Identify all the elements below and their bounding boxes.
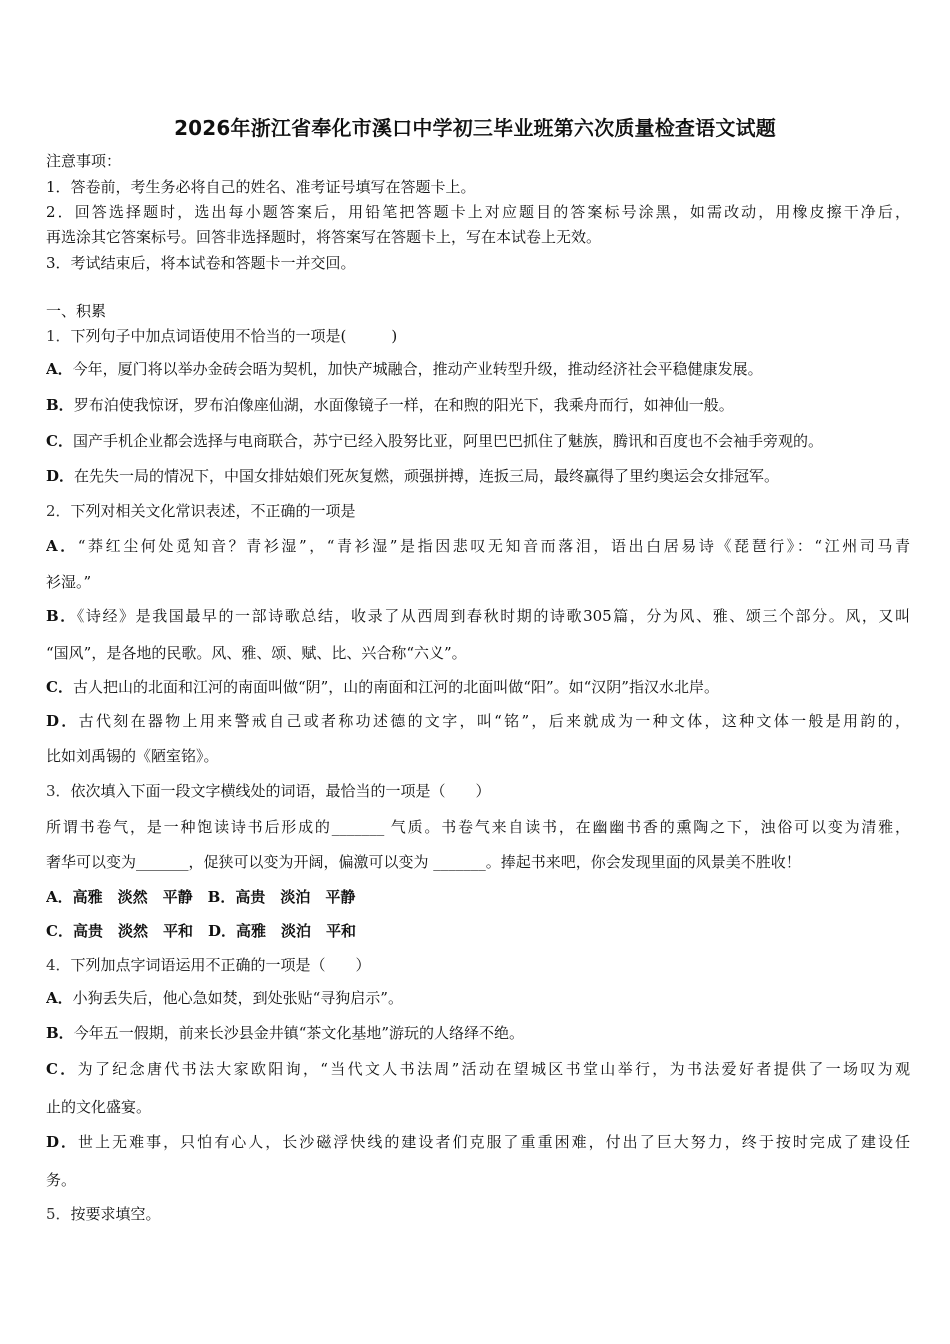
q1-option-d (46, 466, 910, 486)
option-text: 今年，厦门将以举办金砖会晤为契机，加快产城融合，推动产业转型升级，推动经济社会平稳健康发展。 (72, 360, 763, 378)
question-2 (46, 501, 910, 521)
question-stem: 依次填入下面一段文字横线处的词语，最恰当的一项是（ ） (70, 782, 491, 800)
option-text: 《诗经》是我国最早的一部诗歌总结，收录了从西周到春秋时期的诗歌305篇，分为风、雅、颂三个部分。风，又叫 (76, 607, 910, 625)
q2-option-a (46, 536, 910, 556)
q2-option-d (46, 711, 910, 731)
option-text: 为了纪念唐代书法大家欧阳询，“当代文人书法周”活动在望城区书堂山举行，为书法爱好者提供了一场叹为观 (77, 1060, 910, 1078)
q4-option-b (46, 1023, 910, 1043)
option-text: 世上无难事，只怕有心人，长沙磁浮快线的建设者们克服了重重困难，付出了巨大努力，终于按时完成了建设任 (78, 1133, 910, 1151)
option-text: 古代刻在器物上用来警戒自己或者称功述德的文字，叫“铭”，后来就成为一种文体，这种文体一般是用韵的， (78, 712, 910, 730)
q3-passage-cont: 奢华可以变为_______，促狭可以变为开阔，偏激可以变为 _______。捧起书来吧，你会发现里面的风景美不胜收！ (46, 853, 801, 871)
option-text: 今年五一假期，前来长沙县金井镇“茶文化基地”游玩的人络绎不绝。 (73, 1024, 525, 1042)
option-label: A． (46, 360, 73, 378)
option-label: C． (46, 1060, 78, 1078)
option-text: “莽红尘何处觅知音？青衫湿”，“青衫湿”是指因悲叹无知音而落泪，语出白居易诗《琵琶行》：“江州司马青 (77, 537, 910, 555)
question-stem: 下列句子中加点词语使用不恰当的一项是( ) (70, 327, 398, 345)
question-number: 5． (46, 1205, 71, 1223)
option-label: C． (46, 432, 73, 450)
notice-heading: 注意事项： (46, 152, 122, 170)
q4-option-d-cont: 务。 (46, 1171, 77, 1189)
q2-option-b-cont: “国风”，是各地的民歌。风、雅、颂、赋、比、兴合称“六义”。 (46, 644, 467, 662)
q1-option-a (46, 359, 910, 379)
option-label: A． (46, 989, 73, 1007)
q4-option-d (46, 1132, 910, 1152)
option-label: D． (46, 467, 75, 485)
option-label: B． (46, 1024, 74, 1042)
question-stem: 下列加点字词语运用不正确的一项是（ ） (70, 956, 371, 974)
question-number: 4． (46, 956, 71, 974)
q1-option-b (46, 395, 910, 415)
section-heading: 一、积累 (46, 302, 107, 320)
question-5 (46, 1204, 910, 1224)
q3-options-ab: A．高雅 淡然 平静 B．高贵 淡泊 平静 (46, 888, 356, 906)
page-title: 2026年浙江省奉化市溪口中学初三毕业班第六次质量检查语文试题 (174, 116, 776, 140)
q4-option-a (46, 988, 910, 1008)
option-text: 小狗丢失后，他心急如焚，到处张贴“寻狗启示”。 (72, 989, 403, 1007)
option-label: D． (46, 1133, 79, 1151)
q3-options-cd: C．高贵 淡然 平和 D．高雅 淡泊 平和 (46, 922, 356, 940)
notice-item: 再选涂其它答案标号。回答非选择题时，将答案写在答题卡上，写在本试卷上无效。 (46, 228, 602, 246)
option-label: C． (46, 678, 73, 696)
q2-option-c (46, 677, 910, 697)
option-text: 古人把山的北面和江河的南面叫做“阴”，山的南面和江河的北面叫做“阳”。如“汉阴”指汉水北岸。 (72, 678, 719, 696)
question-number: 1． (46, 327, 71, 345)
q4-option-c-cont: 止的文化盛宴。 (46, 1098, 152, 1116)
notice-item: 1．答卷前，考生务必将自己的姓名、准考证号填写在答题卡上。 (46, 178, 476, 196)
option-label: A． (46, 537, 78, 555)
option-label: B． (46, 396, 74, 414)
q3-passage: 所谓书卷气，是一种饱读诗书后形成的_______ 气质。书卷气来自读书，在幽幽书香的熏陶之下，浊俗可以变为清雅， (46, 818, 910, 836)
option-label: D． (46, 712, 79, 730)
option-label: B． (46, 607, 77, 625)
question-3 (46, 781, 910, 801)
option-text: 罗布泊使我惊讶，罗布泊像座仙湖，水面像镜子一样，在和煦的阳光下，我乘舟而行，如神仙一般。 (73, 396, 734, 414)
q2-option-d-cont: 比如刘禹锡的《陋室铭》。 (46, 747, 219, 765)
question-number: 3． (46, 782, 71, 800)
q2-option-b (46, 606, 910, 626)
question-4 (46, 955, 910, 975)
question-stem: 按要求填空。 (70, 1205, 161, 1223)
question-number: 2． (46, 502, 71, 520)
q4-option-c (46, 1059, 910, 1079)
question-1 (46, 326, 910, 346)
question-stem: 下列对相关文化常识表述，不正确的一项是 (70, 502, 356, 520)
q2-option-a-cont: 衫湿。” (46, 573, 92, 591)
option-text: 国产手机企业都会选择与电商联合，苏宁已经入股努比亚，阿里巴巴抓住了魅族，腾讯和百度也不会袖手旁观的。 (72, 432, 823, 450)
option-text: 在先失一局的情况下，中国女排姑娘们死灰复燃，顽强拼搏，连扳三局，最终赢得了里约奥运会女排冠军。 (74, 467, 780, 485)
notice-item: 3．考试结束后，将本试卷和答题卡一并交回。 (46, 254, 356, 272)
q1-option-c (46, 431, 910, 451)
notice-item: 2．回答选择题时，选出每小题答案后，用铅笔把答题卡上对应题目的答案标号涂黑，如需改动，用橡皮擦干净后， (46, 203, 910, 221)
